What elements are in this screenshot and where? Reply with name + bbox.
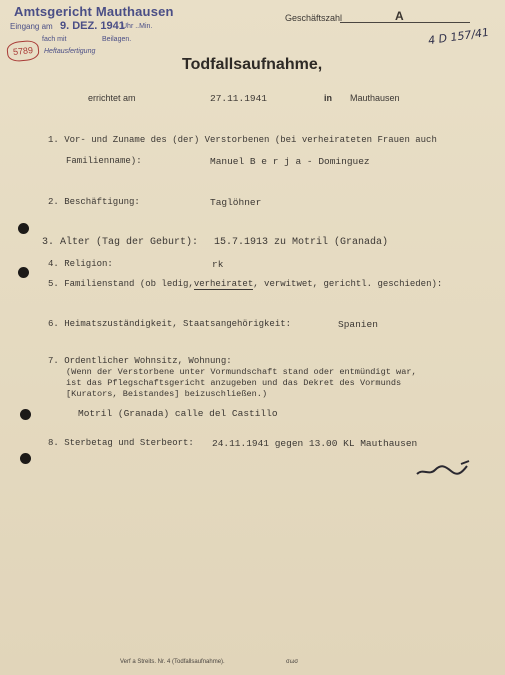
item-7-note-1: (Wenn der Verstorbene unter Vormundschaft stand oder entmündigt war, xyxy=(66,367,417,377)
deceased-name: Manuel B e r j a - Dominguez xyxy=(210,156,370,167)
stamp-time-label: Uhr ..Min. xyxy=(122,23,153,30)
occupation-value: Taglöhner xyxy=(210,197,262,208)
residence-value: Motril (Granada) calle del Castillo xyxy=(78,408,278,419)
item-4-label: 4. Religion: xyxy=(48,259,113,269)
item-2-label: 2. Beschäftigung: xyxy=(48,197,140,207)
death-date-place-value: 24.11.1941 gegen 13.00 KL Mauthausen xyxy=(212,438,418,449)
punch-hole xyxy=(20,453,31,464)
stamp-received-label: Eingang am xyxy=(10,22,53,31)
record-place: Mauthausen xyxy=(350,93,400,103)
stamp-enclosures: fach mit xyxy=(42,36,67,43)
item-7-note-3: [Kurators, Beistandes] beizuschließen.) xyxy=(66,389,268,399)
item-6-label: 6. Heimatszuständigkeit, Staatsangehörigkeit: xyxy=(48,319,292,329)
item-3-label: 3. Alter (Tag der Geburt): xyxy=(42,237,199,248)
place-label: in xyxy=(324,93,332,103)
stamp-attachments: Heftausfertigung xyxy=(44,48,96,55)
item-1-label: 1. Vor- und Zuname des (der) Verstorbenen (bei verheirateten Frauen auch xyxy=(48,135,437,145)
print-code: σωσ xyxy=(286,659,299,665)
item-7-label: 7. Ordentlicher Wohnsitz, Wohnung: xyxy=(48,356,232,366)
record-date: 27.11.1941 xyxy=(210,93,268,104)
item-7-note-2: ist das Pflegschaftsgericht anzugeben und das Dekret des Vormunds xyxy=(66,378,402,388)
item-1-label-2: Familienname): xyxy=(66,156,142,166)
birth-date-value: 15.7.1913 zu Motril (Granada) xyxy=(214,237,389,248)
item-5-options: , verwitwet, gerichtl. geschieden): xyxy=(253,279,443,289)
nationality-value: Spanien xyxy=(338,319,378,330)
date-label: errichtet am xyxy=(88,93,136,103)
stamp-enclosures-2: Beilagen. xyxy=(102,36,132,43)
punch-hole xyxy=(20,409,31,420)
punch-hole xyxy=(18,267,29,278)
marital-status-selected: verheiratet xyxy=(193,279,254,289)
religion-value: rk xyxy=(212,259,224,270)
stamp-court-name: Amtsgericht Mauthausen xyxy=(14,4,174,19)
signature-scribble xyxy=(413,460,473,480)
item-8-label: 8. Sterbetag und Sterbeort: xyxy=(48,438,194,448)
case-number-line xyxy=(340,22,470,23)
item-5-label: 5. Familienstand (ob ledig, xyxy=(48,279,194,289)
punch-hole xyxy=(18,223,29,234)
form-number: Verf a Streits. Nr. 4 (Todfallsaufnahme). xyxy=(120,659,225,665)
document-title: Todfallsaufnahme, xyxy=(182,56,323,73)
case-number-label: Geschäftszahl xyxy=(285,13,343,23)
case-letter: A xyxy=(395,9,404,23)
stamp-received-date: 9. DEZ. 1941 xyxy=(60,20,125,32)
case-number-handwritten: 4 D 157/41 xyxy=(427,25,490,48)
item-5-line xyxy=(48,279,442,289)
reference-number-circle: 5789 xyxy=(6,39,40,62)
